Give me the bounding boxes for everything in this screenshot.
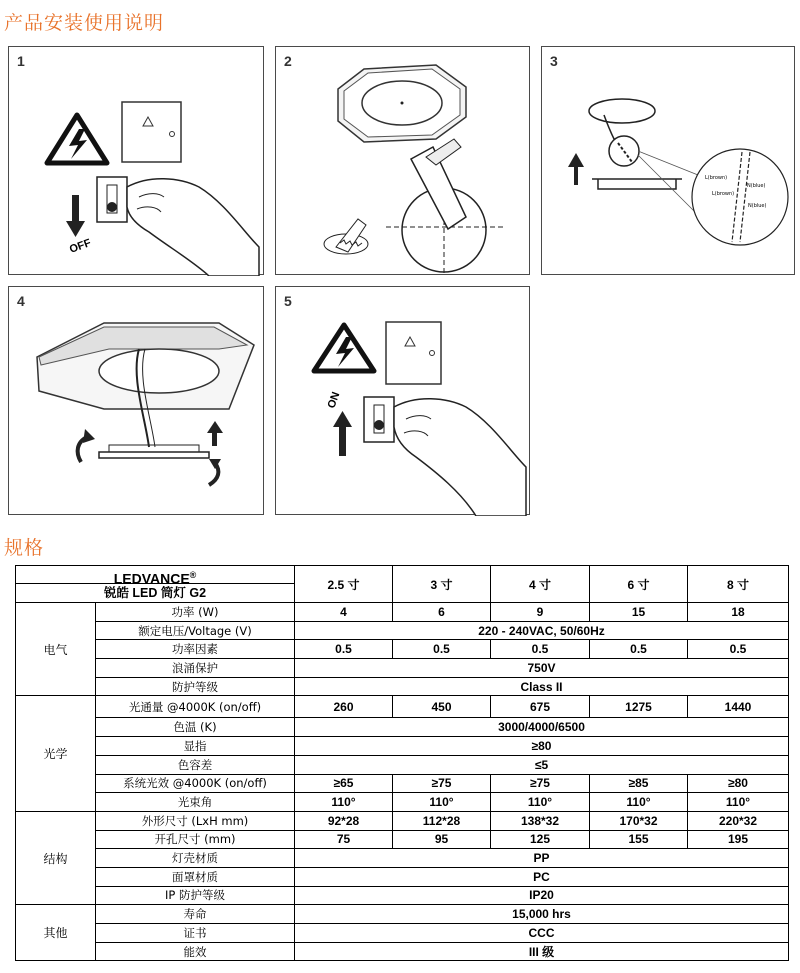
table-row — [16, 640, 789, 659]
wiring-illustration — [542, 47, 796, 276]
row-label: 色温 (K) — [96, 718, 295, 737]
off-label: OFF — [67, 237, 93, 256]
size-header: 8 寸 — [688, 566, 789, 603]
spec-table — [15, 565, 789, 961]
row-label: 防护等级 — [96, 677, 295, 696]
cell: 110° — [688, 793, 789, 812]
row-label: 光通量 @4000K (on/off) — [96, 696, 295, 718]
product-name-pre: 锐皓 — [103, 586, 133, 600]
install-step-5 — [275, 286, 530, 515]
table-row — [16, 677, 789, 696]
category-other: 其他 — [16, 905, 96, 961]
cell: 9 — [491, 603, 590, 622]
row-label: 面罩材质 — [96, 867, 295, 886]
wire-label: N(blue) — [747, 183, 766, 189]
row-label: 显指 — [96, 737, 295, 756]
warning-icon — [314, 325, 374, 371]
row-label: 灯壳材质 — [96, 849, 295, 868]
step-number: 4 — [17, 293, 25, 309]
wire-label: N(blue) — [748, 203, 767, 209]
cell: 75 — [295, 830, 393, 849]
arrow-up-icon — [568, 153, 584, 185]
row-label: 寿命 — [96, 905, 295, 924]
brand-cell — [16, 566, 295, 603]
cell: 95 — [393, 830, 491, 849]
wire-label: L(brown) — [705, 175, 728, 181]
arrow-down-icon — [66, 195, 85, 237]
table-row — [16, 737, 789, 756]
cell: 125 — [491, 830, 590, 849]
cell: 675 — [491, 696, 590, 718]
size-header: 2.5 寸 — [295, 566, 393, 603]
on-label: ON — [325, 390, 343, 411]
cell: 92*28 — [295, 811, 393, 830]
table-row — [16, 942, 789, 961]
cell: PC — [295, 867, 789, 886]
table-row — [16, 849, 789, 868]
category-electrical: 电气 — [16, 603, 96, 696]
cell: 3000/4000/6500 — [295, 718, 789, 737]
switch-off-illustration — [9, 47, 265, 276]
step-number: 5 — [284, 293, 292, 309]
install-section-title: 产品安装使用说明 — [4, 12, 165, 34]
table-row — [16, 603, 789, 622]
table-row — [16, 621, 789, 640]
step-number: 3 — [550, 53, 558, 69]
row-label: 光束角 — [96, 793, 295, 812]
cell: IP20 — [295, 886, 789, 905]
install-step-1 — [8, 46, 264, 275]
cell: 1440 — [688, 696, 789, 718]
cell: 138*32 — [491, 811, 590, 830]
wire-label: L(brown) — [712, 191, 735, 197]
arrow-up-icon — [333, 411, 352, 456]
category-structure: 结构 — [16, 811, 96, 904]
insert-fixture-illustration — [9, 287, 265, 516]
table-row — [16, 886, 789, 905]
header-row — [16, 566, 789, 603]
cell: 220 - 240VAC, 50/60Hz — [295, 621, 789, 640]
cell: 18 — [688, 603, 789, 622]
cell: 15 — [590, 603, 688, 622]
cell: ≥80 — [688, 774, 789, 793]
size-header: 4 寸 — [491, 566, 590, 603]
table-row — [16, 811, 789, 830]
brand-name: LEDVANCE — [113, 570, 190, 587]
cell: 450 — [393, 696, 491, 718]
cell: 0.5 — [590, 640, 688, 659]
cell: 6 — [393, 603, 491, 622]
cell: PP — [295, 849, 789, 868]
row-label: 额定电压/Voltage (V) — [96, 621, 295, 640]
step-number: 1 — [17, 53, 25, 69]
cell: ≥80 — [295, 737, 789, 756]
cell: CCC — [295, 924, 789, 943]
cell: 170*32 — [590, 811, 688, 830]
row-label: 能效 — [96, 942, 295, 961]
spec-section-title: 规格 — [4, 537, 45, 559]
cut-hole-illustration — [276, 47, 531, 276]
table-row — [16, 718, 789, 737]
warning-icon — [47, 115, 107, 163]
product-name-led: LED — [132, 586, 158, 600]
row-label: 色容差 — [96, 755, 295, 774]
cell: Class II — [295, 677, 789, 696]
cell: 195 — [688, 830, 789, 849]
cell: 220*32 — [688, 811, 789, 830]
size-header: 6 寸 — [590, 566, 688, 603]
curved-arrow-icon — [209, 459, 221, 485]
row-label: 浪涌保护 — [96, 659, 295, 678]
switch-on-illustration — [276, 287, 531, 516]
install-step-3 — [541, 46, 795, 275]
row-label: 外形尺寸 (LxH mm) — [96, 811, 295, 830]
row-label: 功率 (W) — [96, 603, 295, 622]
product-name-post: 筒灯 — [157, 586, 190, 600]
row-label: IP 防护等级 — [96, 886, 295, 905]
table-row — [16, 924, 789, 943]
cell: 0.5 — [393, 640, 491, 659]
registered-mark: ® — [189, 570, 197, 580]
arrow-up-icon — [207, 421, 223, 446]
cell: 15,000 hrs — [295, 905, 789, 924]
cell: ≥75 — [491, 774, 590, 793]
fuse-box-icon — [386, 322, 441, 384]
row-label: 证书 — [96, 924, 295, 943]
cell: 0.5 — [688, 640, 789, 659]
table-row — [16, 905, 789, 924]
table-row — [16, 774, 789, 793]
cell: 110° — [393, 793, 491, 812]
table-row — [16, 793, 789, 812]
curved-arrow-icon — [78, 429, 95, 462]
cell: 1275 — [590, 696, 688, 718]
cell: 110° — [295, 793, 393, 812]
install-step-2 — [275, 46, 530, 275]
cell: 110° — [590, 793, 688, 812]
cell: 260 — [295, 696, 393, 718]
cell: ≥85 — [590, 774, 688, 793]
table-row — [16, 659, 789, 678]
cell: ≤5 — [295, 755, 789, 774]
step-number: 2 — [284, 53, 292, 69]
table-row — [16, 830, 789, 849]
size-header: 3 寸 — [393, 566, 491, 603]
cell: 4 — [295, 603, 393, 622]
cell: 0.5 — [295, 640, 393, 659]
table-row — [16, 696, 789, 718]
cell: 112*28 — [393, 811, 491, 830]
cell: ≥75 — [393, 774, 491, 793]
row-label: 开孔尺寸 (mm) — [96, 830, 295, 849]
install-step-4 — [8, 286, 264, 515]
table-row — [16, 867, 789, 886]
cell: 110° — [491, 793, 590, 812]
row-label: 系统光效 @4000K (on/off) — [96, 774, 295, 793]
cell: 0.5 — [491, 640, 590, 659]
table-row — [16, 755, 789, 774]
fuse-box-icon — [122, 102, 181, 162]
cell: 750V — [295, 659, 789, 678]
product-name-end: G2 — [189, 586, 207, 600]
row-label: 功率因素 — [96, 640, 295, 659]
cell: III 级 — [295, 942, 789, 961]
category-optical: 光学 — [16, 696, 96, 811]
cell: 155 — [590, 830, 688, 849]
cell: ≥65 — [295, 774, 393, 793]
